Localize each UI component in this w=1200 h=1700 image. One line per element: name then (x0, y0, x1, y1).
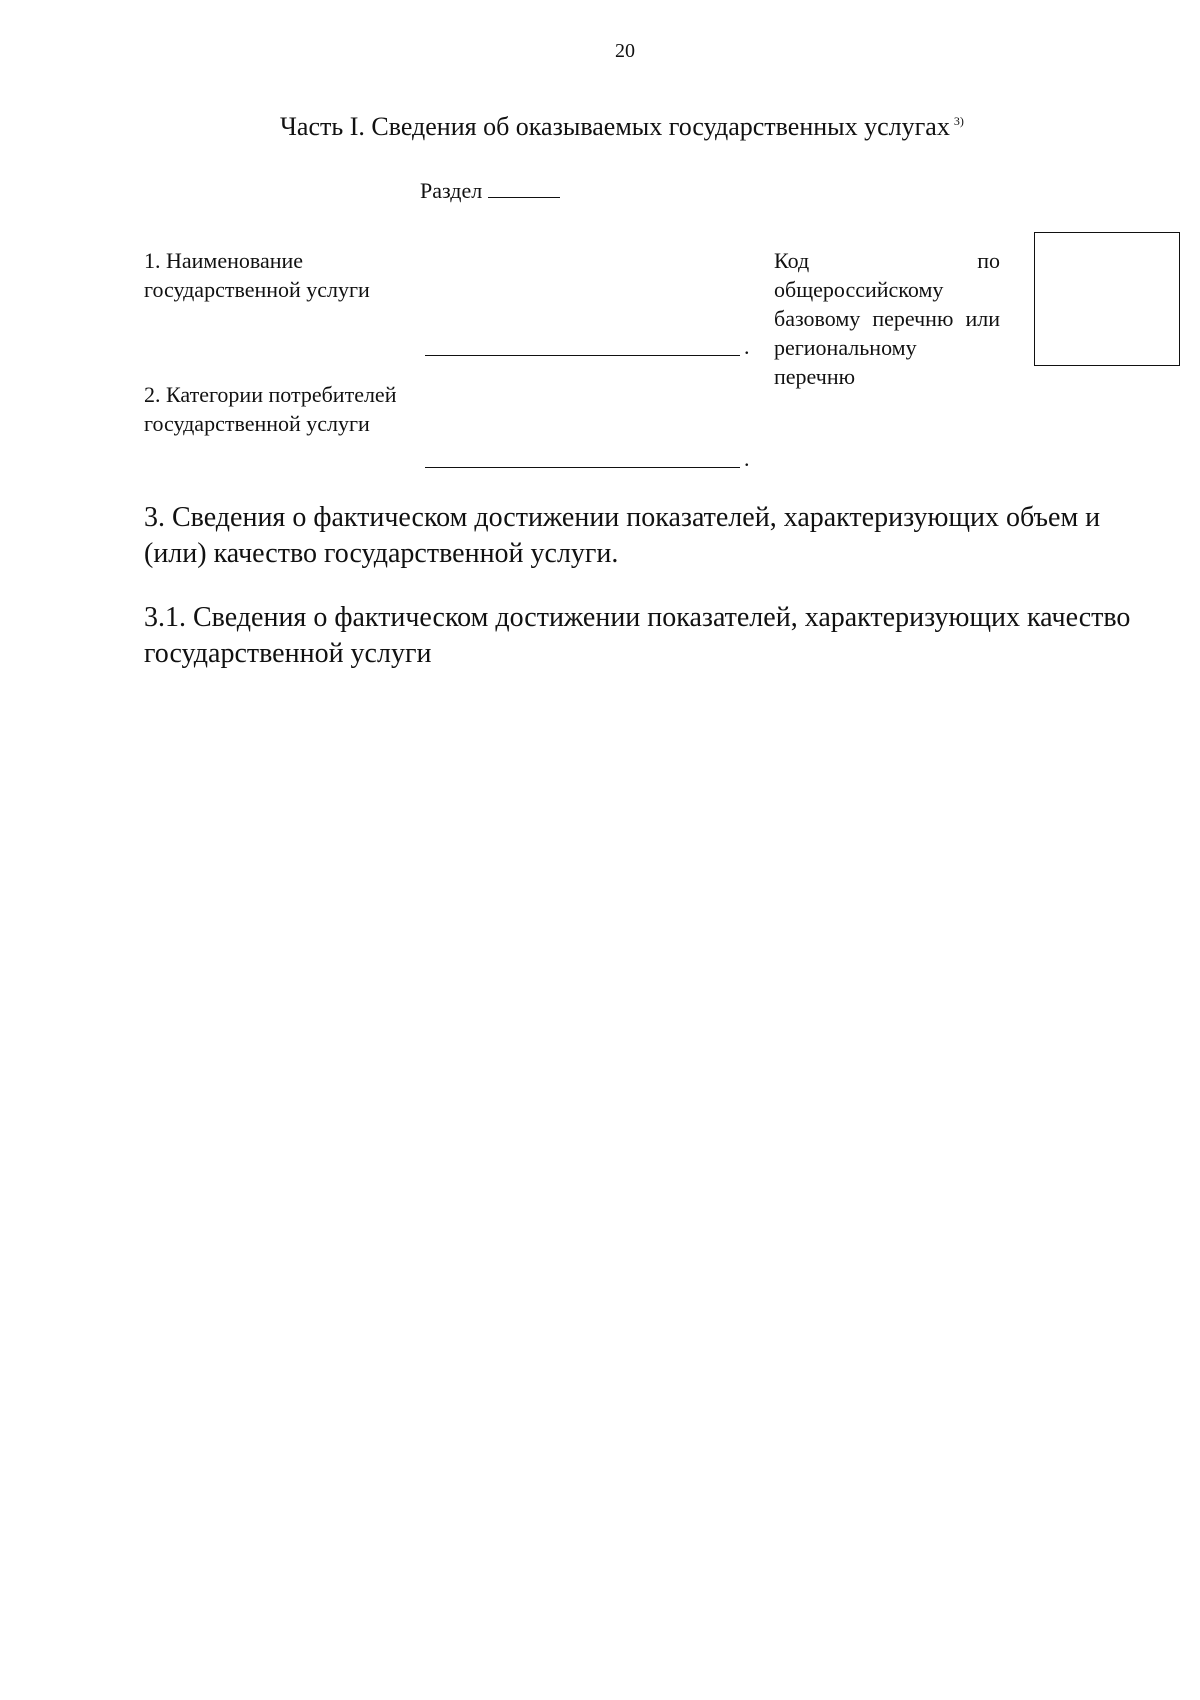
code-label: Код по общероссийскому базовому перечню или региональному перечню (774, 248, 1000, 389)
footnote-marker: 3) (953, 114, 964, 128)
heading-3: 3. Сведения о фактическом достижении показателей, характеризующих объем и (или) качество государственной услуги. (144, 502, 1101, 569)
section-label: Раздел (420, 178, 483, 203)
service-name-field[interactable] (425, 355, 740, 356)
service-name-end-mark: . (744, 334, 750, 359)
service-name-label: 1. Наименование государственной услуги (144, 248, 370, 302)
section-row (420, 178, 560, 204)
section-number-blank[interactable] (488, 179, 560, 198)
part-title (280, 112, 964, 142)
page-number: 20 (615, 40, 635, 62)
consumer-categories-label: 2. Категории потребителей государственной услуги (144, 382, 397, 436)
consumer-categories-end-mark: . (744, 446, 750, 471)
heading-3-1: 3.1. Сведения о фактическом достижении показателей, характеризующих качество государственной услуги (144, 602, 1131, 669)
code-box[interactable] (1034, 232, 1180, 366)
part-title-text: Часть I. Сведения об оказываемых государственных услугах (280, 112, 950, 141)
consumer-categories-field[interactable] (425, 467, 740, 468)
